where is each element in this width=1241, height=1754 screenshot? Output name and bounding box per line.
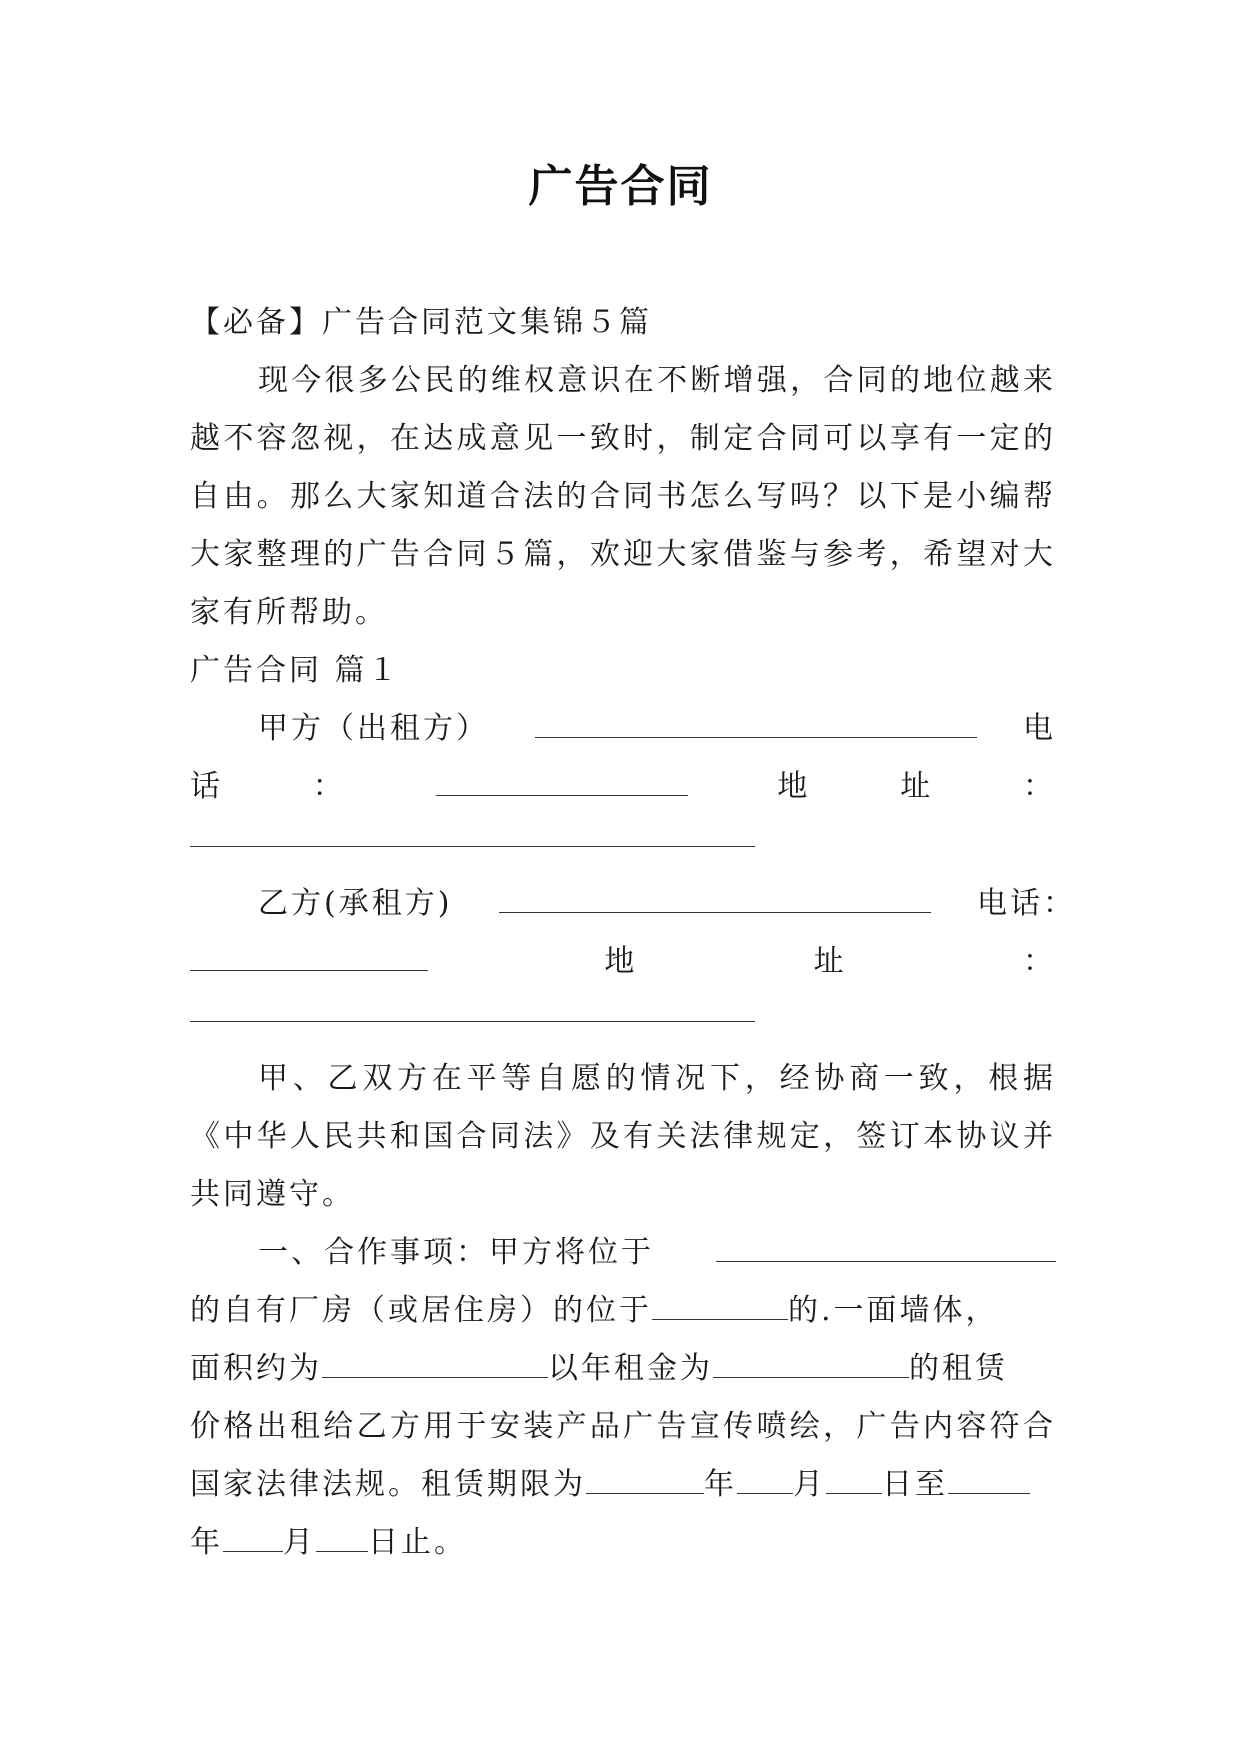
clause1-start-year-blank bbox=[586, 1471, 704, 1494]
clause1-text-7-content: 价格出租给乙方用于安装产品广告宣传喷绘，广告内容符合国家法律法规。租赁期限为 bbox=[190, 1409, 1056, 1502]
party-a-phone-line bbox=[190, 758, 1056, 816]
party-a-name-blank bbox=[535, 715, 977, 738]
clause1-year1: 年 bbox=[704, 1467, 737, 1502]
document-heading: 【必备】广告合同范文集锦５篇 bbox=[190, 305, 652, 340]
clause1-area-blank bbox=[322, 1355, 548, 1378]
clause1-location-blank bbox=[716, 1239, 1056, 1262]
clause1-month2: 月 bbox=[283, 1525, 316, 1560]
agreement-paragraph: 甲、乙双方在平等自愿的情况下，经协商一致，根据《中华人民共和国合同法》及有关法律规定，签订本协议并共同遵守。 bbox=[190, 1061, 1056, 1212]
clause1-line-2 bbox=[190, 1282, 1056, 1340]
party-a-phone-blank bbox=[436, 773, 688, 796]
clause1-text-6: 的租赁 bbox=[909, 1351, 1008, 1386]
party-a-label: 甲方（出租方） bbox=[258, 711, 489, 746]
clause1-day1: 日至 bbox=[882, 1467, 948, 1502]
clause1-start-day-blank bbox=[826, 1471, 882, 1494]
party-b-name-blank bbox=[499, 890, 931, 913]
clause1-text-1: 一、合作事项：甲方将位于 bbox=[258, 1235, 654, 1270]
party-a-address-colon: ： bbox=[1022, 769, 1056, 804]
clause1-text-5: 以年租金为 bbox=[548, 1351, 713, 1386]
intro-paragraph: 现今很多公民的维权意识在不断增强，合同的地位越来越不容忽视，在达成意见一致时，制定合同可以享有一定的自由。那么大家知道合法的合同书怎么写吗？以下是小编帮大家整理的广告合同５篇，欢迎大家借鉴与参考，希望对大家有所帮助。 bbox=[190, 363, 1056, 630]
document-title: 广告合同 bbox=[528, 161, 713, 212]
clause1-text-2: 的自有厂房（或居住房）的位于 bbox=[190, 1293, 652, 1328]
clause1-end-day-blank bbox=[316, 1529, 368, 1552]
clause1-day2: 日止。 bbox=[368, 1525, 467, 1560]
party-b-label: 乙方(承租方) bbox=[258, 886, 453, 921]
party-a-phone-label: 电 bbox=[1023, 711, 1056, 746]
clause1-rent-blank bbox=[713, 1355, 909, 1378]
party-b-line bbox=[190, 875, 1076, 933]
clause1-line-3 bbox=[190, 1340, 1056, 1398]
party-b-address-colon: ： bbox=[1022, 944, 1056, 979]
party-a-phone-label-2: 话 bbox=[190, 769, 223, 804]
clause1-text-3: 的.一面墙体， bbox=[788, 1293, 999, 1328]
clause1-end-month-blank bbox=[223, 1529, 283, 1552]
clause1-text-7 bbox=[190, 1398, 1056, 1572]
document-body bbox=[190, 294, 1076, 1572]
party-b-phone-line bbox=[190, 933, 1056, 991]
clause1-month1: 月 bbox=[793, 1467, 826, 1502]
party-b-address-label-1: 地 bbox=[604, 944, 638, 979]
clause1-wall-blank bbox=[652, 1297, 788, 1320]
section-title: 广告合同 篇１ bbox=[190, 653, 401, 688]
party-a-line bbox=[190, 700, 1056, 758]
clause1-end-year-blank bbox=[948, 1471, 1030, 1494]
clause1-text-4: 面积约为 bbox=[190, 1351, 322, 1386]
party-b-phone-blank bbox=[190, 948, 428, 971]
party-a-address-label-2: 址 bbox=[900, 769, 934, 804]
party-a-phone-colon: ： bbox=[312, 769, 346, 804]
party-b-address-blank bbox=[190, 1013, 755, 1022]
party-a-address-blank bbox=[190, 838, 755, 847]
party-b-phone-label: 电话： bbox=[976, 886, 1076, 921]
clause1-line-1 bbox=[190, 1224, 1056, 1282]
clause1-year2: 年 bbox=[190, 1525, 223, 1560]
clause1-start-month-blank bbox=[737, 1471, 793, 1494]
party-b-address-label-2: 址 bbox=[813, 944, 847, 979]
party-a-address-label-1: 地 bbox=[777, 769, 811, 804]
